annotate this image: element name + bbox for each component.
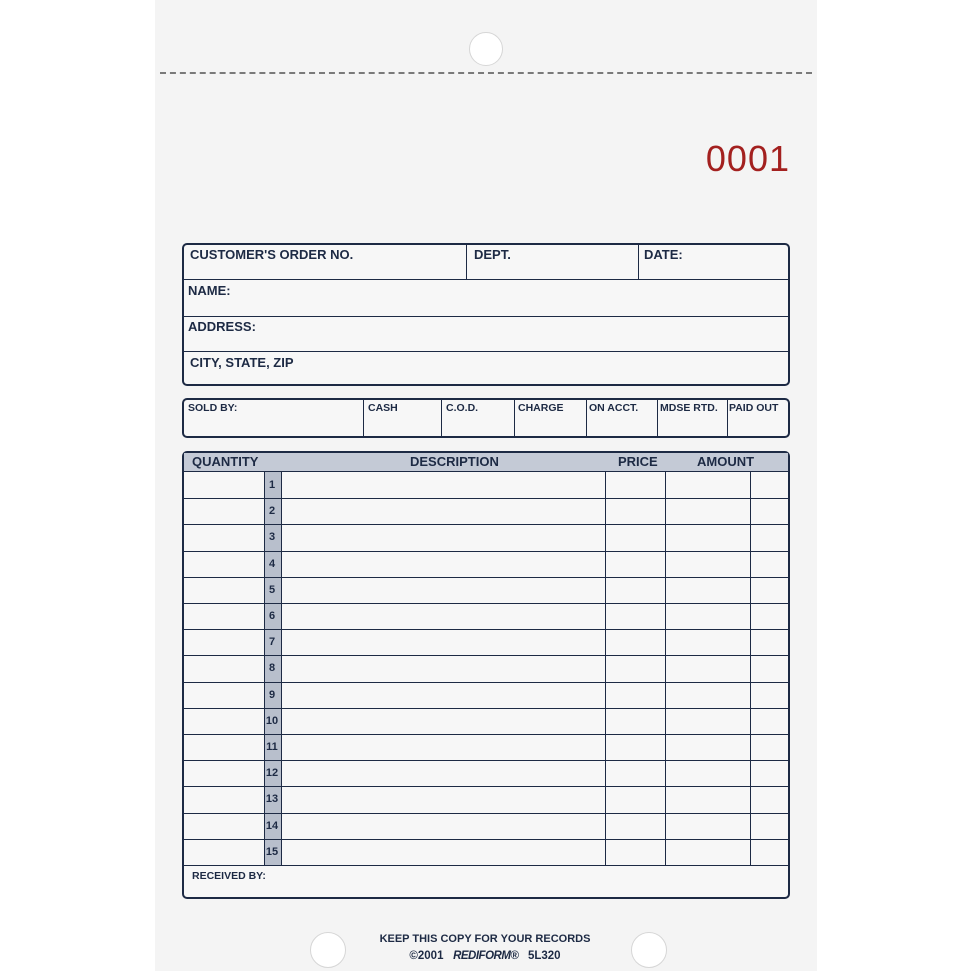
divider	[586, 400, 587, 436]
row-divider	[184, 603, 788, 604]
row-divider	[184, 786, 788, 787]
binding-hole-bottom-right	[631, 932, 667, 968]
row-divider	[184, 655, 788, 656]
address-field[interactable]: ADDRESS:	[188, 319, 256, 334]
items-table	[182, 451, 790, 899]
customer-info-box	[182, 243, 790, 386]
divider	[281, 472, 282, 865]
form-number: 5L320	[527, 950, 561, 962]
line-number: 9	[268, 688, 276, 701]
line-number: 3	[268, 531, 276, 544]
paid-out-option[interactable]: PAID OUT	[729, 402, 779, 414]
divider	[184, 351, 788, 352]
amount-header: AMOUNT	[697, 454, 755, 469]
divider	[605, 472, 606, 865]
row-divider	[184, 708, 788, 709]
divider	[638, 245, 639, 279]
binding-hole-top	[469, 32, 503, 66]
customer-order-no-field[interactable]: CUSTOMER'S ORDER NO.	[190, 247, 354, 262]
row-divider	[184, 813, 788, 814]
line-number: 7	[268, 636, 276, 649]
row-divider	[184, 760, 788, 761]
serial-number: 0001	[705, 138, 790, 179]
divider	[363, 400, 364, 436]
date-field[interactable]: DATE:	[644, 247, 683, 262]
line-number: 8	[268, 662, 276, 675]
on-acct-option[interactable]: ON ACCT.	[589, 402, 639, 414]
line-number: 2	[268, 505, 276, 518]
cod-option[interactable]: C.O.D.	[446, 402, 479, 414]
divider	[184, 865, 788, 866]
divider	[184, 316, 788, 317]
line-number: 11	[266, 741, 278, 753]
line-number: 5	[268, 583, 276, 596]
keep-copy-note: KEEP THIS COPY FOR YOUR RECORDS	[379, 933, 591, 945]
mdse-rtd-option[interactable]: MDSE RTD.	[660, 402, 718, 414]
divider	[514, 400, 515, 436]
divider	[657, 400, 658, 436]
line-number: 13	[265, 793, 279, 806]
line-number: 6	[268, 610, 276, 622]
line-number: 4	[268, 557, 276, 570]
divider	[441, 400, 442, 436]
form-imprint	[300, 950, 670, 962]
price-header: PRICE	[618, 454, 658, 469]
row-divider	[184, 498, 788, 499]
payment-method-box	[182, 398, 790, 438]
divider	[264, 472, 265, 865]
binding-hole-bottom-left	[310, 932, 346, 968]
name-field[interactable]: NAME:	[188, 283, 231, 298]
dept-field[interactable]: DEPT.	[474, 247, 511, 262]
line-number: 12	[265, 767, 279, 780]
divider	[750, 472, 751, 865]
cash-option[interactable]: CASH	[368, 402, 398, 414]
description-header: DESCRIPTION	[410, 454, 499, 469]
divider	[466, 245, 467, 279]
row-divider	[184, 524, 788, 525]
line-number: 14	[265, 819, 279, 832]
perforation-line	[160, 72, 812, 74]
row-divider	[184, 682, 788, 683]
quantity-header: QUANTITY	[192, 454, 259, 469]
row-divider	[184, 629, 788, 630]
row-divider	[184, 551, 788, 552]
sold-by-field[interactable]: SOLD BY:	[188, 402, 238, 414]
received-by-field[interactable]: RECEIVED BY:	[192, 870, 266, 882]
brand-logo: REDIFORM®	[453, 950, 519, 962]
row-divider	[184, 734, 788, 735]
row-divider	[184, 577, 788, 578]
line-number: 15	[265, 845, 279, 858]
charge-option[interactable]: CHARGE	[518, 402, 564, 414]
line-number: 10	[265, 714, 279, 727]
line-number: 1	[268, 479, 276, 491]
divider	[727, 400, 728, 436]
divider	[184, 279, 788, 280]
city-state-zip-field[interactable]: CITY, STATE, ZIP	[190, 355, 294, 370]
divider	[665, 472, 666, 865]
copyright-text: ©2001	[409, 950, 444, 962]
row-divider	[184, 839, 788, 840]
